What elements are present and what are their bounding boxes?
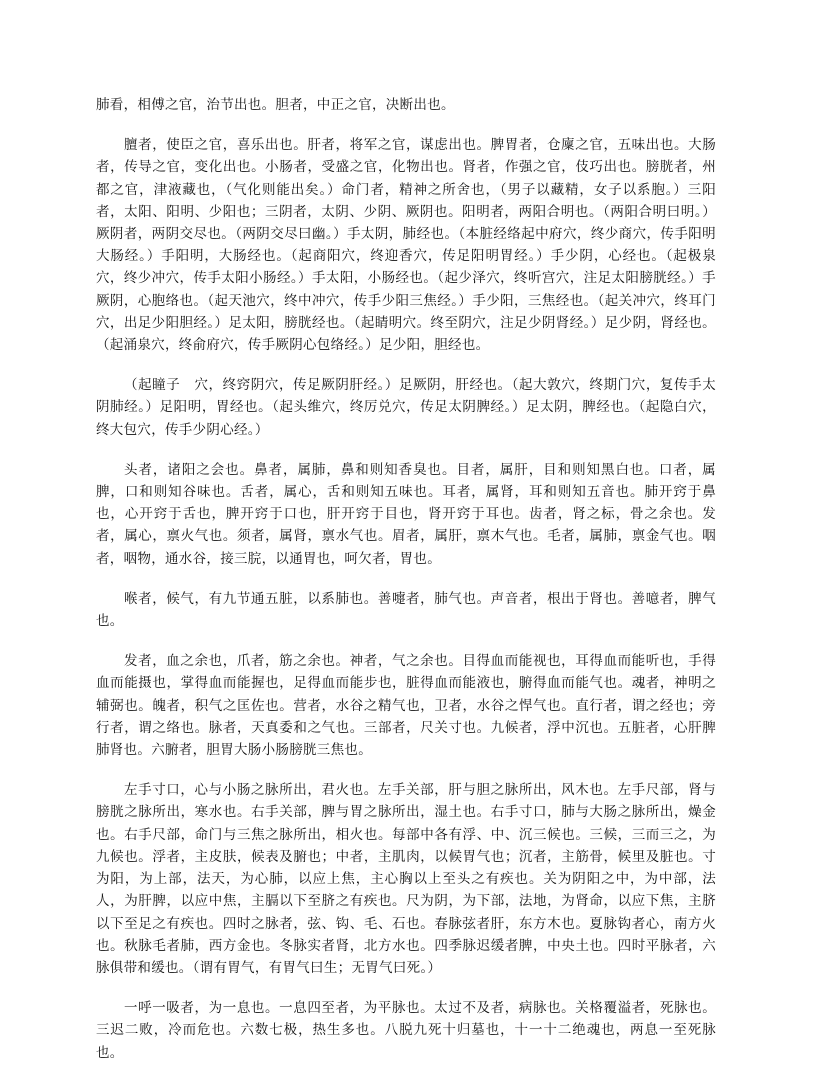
paragraph: （起瞳子 穴，终窍阴穴，传足厥阴肝经。）足厥阴，肝经也。（起大敦穴，终期门穴，复传手太阴肺经。）足阳明，胃经也。（起头维穴，终厉兑穴，传足太阴脾经。）足太阴，脾经也。（起隐白穴，终大包穴，传手少阴心经。） [96, 377, 716, 438]
paragraph: 膻者，使臣之官，喜乐出也。肝者，将军之官，谋虑出也。脾胃者，仓廩之官，五味出也。大肠者，传导之官，变化出也。小肠者，受盛之官，化物出也。肾者，作强之官，伎巧出也。膀胱者，州都之官，津液藏也，（气化则能出矣。）命门者，精神之所舍也，（男子以藏精，女子以系胞。）三阳者，太阳、阳明、少阳也；三阴者，太阴、少阴、厥阴也。阳明者，两阳合明也。（两阳合明曰明。）厥阴者，两阴交尽也。（两阴交尽曰幽。）手太阴，肺经也。（本脏经络起中府穴，终少商穴，传手阳明大肠经。）手阳明，大肠经也。（起商阳穴，终迎香穴，传足阳明胃经。）手少阴，心经也。（起极泉穴，终少冲穴，传手太阳小肠经。）手太阳，小肠经也。（起少泽穴，终听宫穴，注足太阳膀胱经。）手厥阴，心胞络也。（起天池穴，终中冲穴，传手少阳三焦经。）手少阳，三焦经也。（起关冲穴，终耳门穴，出足少阳胆经。）足太阳，膀胱经也。（起睛明穴。终至阴穴，注足少阴肾经。）足少阴，肾经也。（起涌泉穴，终俞府穴，传手厥阴心包络经。）足少阳，胆经也。 [96, 137, 716, 354]
document-page [96, 94, 716, 1082]
paragraph: 喉者，候气，有九节通五脏，以系肺也。善嚏者，肺气也。声音者，根出于肾也。善噫者，脾气也。 [96, 590, 716, 630]
paragraph: 一呼一吸者，为一息也。一息四至者，为平脉也。太过不及者，病脉也。关格覆溢者，死脉也。三迟二败，冷而危也。六数七极，热生多也。八脱九死十归墓也，十一十二绝魂也，两息一至死脉也。 [96, 1000, 716, 1061]
paragraph: 肺看，相傅之官，治节出也。胆者，中正之官，决断出也。 [96, 97, 455, 113]
paragraph: 头者，诸阳之会也。鼻者，属肺，鼻和则知香臭也。目者，属肝，目和则知黑白也。口者，属脾，口和则知谷味也。舌者，属心，舌和则知五味也。耳者，属肾，耳和则知五音也。肺开窍于鼻也，心开窍于舌也，脾开窍于口也，肝开窍于目也，肾开窍于耳也。齿者，肾之标，骨之余也。发者，属心，禀火气也。须者，属肾，禀水气也。眉者，属肝，禀木气也。毛者，属肺，禀金气也。咽者，咽物，通水谷，接三脘，以通胃也，呵欠者，胃也。 [96, 461, 716, 567]
paragraph: 发者，血之余也，爪者，筋之余也。神者，气之余也。目得血而能视也，耳得血而能听也，手得血而能摄也，掌得血而能握也，足得血而能步也，脏得血而能液也，腑得血而能气也。魂者，神明之辅弼也。魄者，积气之匡佐也。营者，水谷之精气也，卫者，水谷之悍气也。直行者，谓之经也；旁行者，谓之络也。脉者，天真委和之气也。三部者，尺关寸也。九候者，浮中沉也。五脏者，心肝脾肺肾也。六腑者，胆胃大肠小肠膀胱三焦也。 [96, 653, 716, 759]
paragraph: 左手寸口，心与小肠之脉所出，君火也。左手关部，肝与胆之脉所出，风木也。左手尺部，肾与膀胱之脉所出，寒水也。右手关部，脾与胃之脉所出，湿土也。右手寸口，肺与大肠之脉所出，燥金也。右手尺部，命门与三焦之脉所出，相火也。每部中各有浮、中、沉三候也。三候，三而三之，为九候也。浮者，主皮肤，候表及腑也；中者，主肌肉，以候胃气也；沉者，主筋骨，候里及脏也。寸为阳，为上部，法天，为心肺，以应上焦，主心胸以上至头之有疾也。关为阴阳之中，为中部，法人，为肝脾，以应中焦，主膈以下至脐之有疾也。尺为阴，为下部，法地，为肾命，以应下焦，主脐以下至足之有疾也。四时之脉者，弦、钩、毛、石也。春脉弦者肝，东方木也。夏脉钩者心，南方火也。秋脉毛者肺，西方金也。冬脉实者肾，北方水也。四季脉迟缓者脾，中央土也。四时平脉者，六脉俱带和缓也。（谓有胃气，有胃气曰生；无胃气曰死。） [96, 782, 716, 976]
